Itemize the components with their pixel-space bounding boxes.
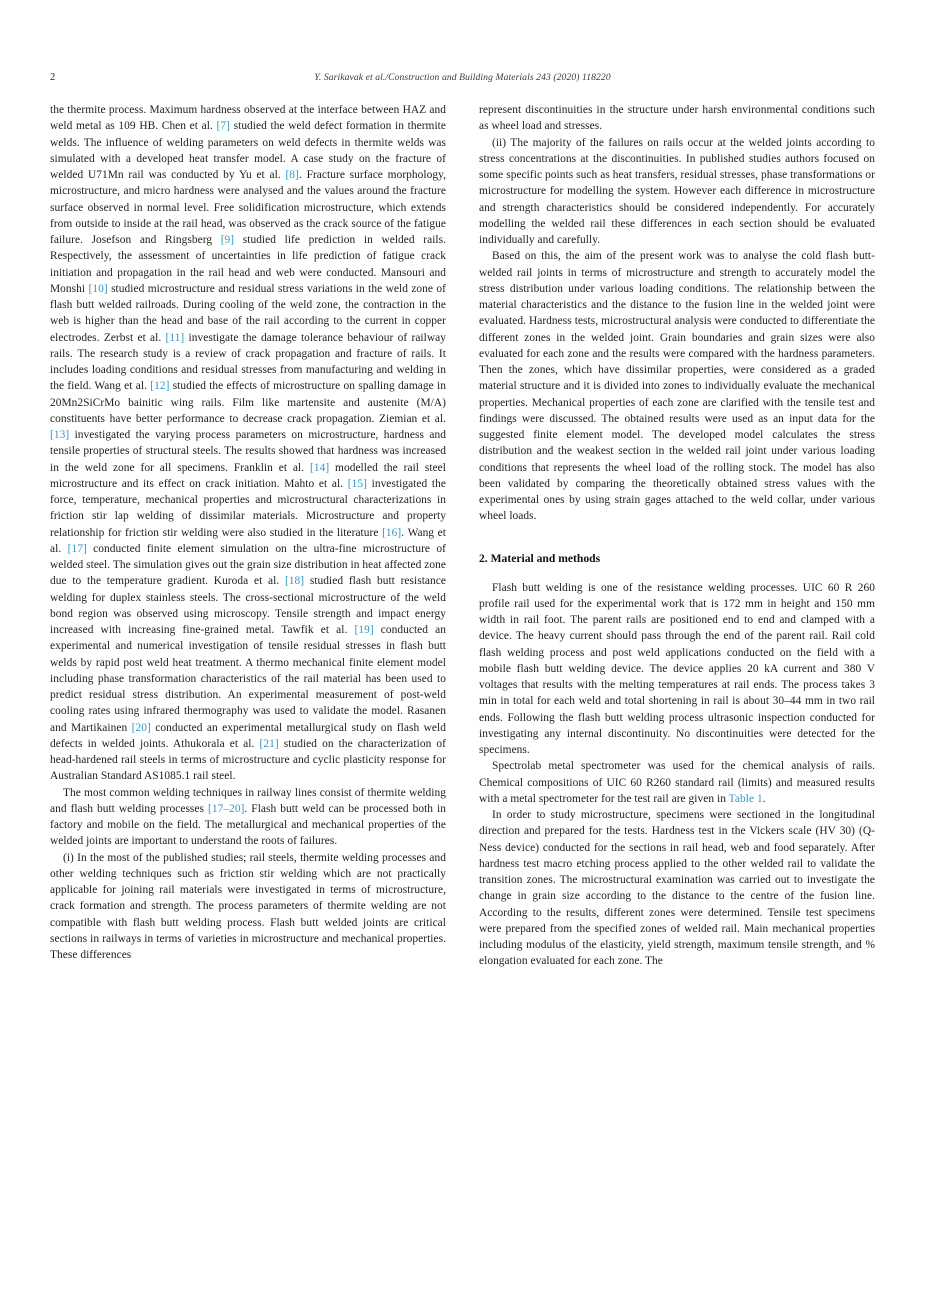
section-heading: 2. Material and methods (479, 551, 601, 565)
citation-link[interactable]: [11] (165, 331, 185, 344)
two-column-body (50, 102, 875, 970)
citation-link[interactable]: [8] (285, 169, 299, 181)
citation-link[interactable]: [9] (220, 234, 235, 246)
paragraph: represent discontinuities in the structure under harsh environmental conditions such as wheel load and stresses. (479, 104, 875, 133)
citation-link[interactable]: [17] (67, 542, 87, 555)
left-column (50, 102, 446, 970)
paragraph: Flash butt welding is one of the resistance welding processes. UIC 60 R 260 profile rail used for the experimental work that is 172 mm in height and 150 mm width in rail foot. The parent rails are positioned end to end and clamped with a device. The heavy current should pass through the end of the parent rail. Rail cold flash welding process and post weld applications conducted on the field with a mobile flash butt welding device. The device applies 20 kA current and 380 V voltages that results with the melting temperatures at rail ends. The process takes 3 min in total for each weld and total shortening in rail is about 30–44 mm in two rail ends. Following the flash butt welding process ultrasonic inspection conducted for investigating any internal discontinuity. No discontinuities were detected for the specimens. (479, 581, 875, 756)
citation-link[interactable]: [17–20] (208, 802, 245, 815)
paragraph: In order to study microstructure, specimens were sectioned in the longitudinal direction and prepared for the tests. Hardness test in the Vickers scale (HV 30) (Q-Ness device) conducted for the sections in rail head, web and food separately. After hardness test macro etching process applied to the other welded rail to validate the transition zones. The microstructural examination was carried out to investigate the change in grain size according to the distance to the centre of the fusion line. According to the results, different zones were determined. Tensile test specimens were prepared from the specified zones of welded rail. Main mechanical properties including modulus of the elasticity, yield strength, maximum tensile strength, and % elongation evaluated for each zone. The (479, 809, 875, 968)
paragraph: (i) In the most of the published studies; rail steels, thermite welding processes and other welding techniques such as friction stir welding which are not practically applicable for joining rail materials were investigated in terms of microstructure, crack formation and strength. The process parameters of thermite welding are not compatible with flash butt welding process. Flash butt welded joints are critical sections in railways in terms of varieties in microstructure and mechanical properties. These differences (50, 851, 446, 961)
citation-link[interactable]: [12] (150, 380, 170, 393)
citation-link[interactable]: [13] (50, 429, 70, 441)
running-header (50, 72, 875, 88)
citation-link[interactable]: [14] (310, 461, 330, 474)
citation-link[interactable]: [21] (259, 737, 279, 750)
citation-link[interactable]: Table 1 (728, 792, 763, 805)
paragraph: the thermite process. Maximum hardness observed at the interface between HAZ and weld metal as 109 HB. Chen et al. [7] studied the weld defect formation in thermite welds. The influence of welding parameters on weld defects in thermite welds was simulated with a developed heat transfer model. A case study on the fracture of welded U71Mn rail was conducted by Yu et al. [8]. Fracture surface morphology, microstructure, and micro hardness were analysed and the values around the fracture surface observed in normal level. Free solidification microstructure, which extends from outside to inside at the rail head, was observed as the crack source of the fatigue failure. Josefson and Ringsberg [9] studied life prediction in welded rails. Respectively, the assessment of uncertainties in life prediction of fatigue crack initiation and propagation in the rail head and web were conducted. Mansouri and Monshi [10] studied microstructure and residual stress variations in the weld zone of flash butt welded railroads. During cooling of the weld zone, the contraction in the web is higher than the head and base of the rail according to the current in copper electrodes. Zerbst et al. [11] investigate the damage tolerance behaviour of railway rails. The research study is a review of crack propagation and fracture of rails. It includes loading conditions and residual stresses from manufacturing and welding in the field. Wang et al. [12] studied the effects of microstructure on spalling damage in 20Mn2SiCrMo bainitic wing rails. Film like martensite and austenite (M/A) constituents have better performance to decrease crack propagation. Ziemian et al. [13] investigated the varying process parameters on microstructure, hardness and tensile properties of structural steels. The results showed that hardness was increased in the weld zone for all specimens. Franklin et al. [14] modelled the rail steel microstructure and its effect on crack initiation. Mahto et al. [15] investigated the force, temperature, mechanical properties and microstructural characterizations in friction stir lap welding of dissimilar materials. Microstructure and property relationship for friction stir welding were also studied in the literature [16]. Wang et al. [17] conducted finite element simulation on the ultra-fine microstructure of welded steel. The simulation gives out the grain size distribution in heat affected zone due to the temperature gradient. Kuroda et al. [18] studied flash butt resistance welding for duplex stainless steels. The cross-sectional microstructure of the weld bond region was observed using microscopy. Tensile strength and impact energy increased with increasing fine-grained metal. Tawfik et al. [19] conducted an experimental and numerical investigation of tensile residual stresses in flash butt welds by rapid post weld heat treatment. A thermo mechanical finite element model including phase transformation characteristics of the rail material has been used to predict residual stress distribution. An experimental measurement of post-weld cooling rates using infrared thermography was used to validate the model. Rasanen and Martikainen [20] conducted an experimental metallurgical study on flash weld defects in welded joints. Athukorala et al. [21] studied on the characterization of head-hardened rail steels in terms of microstructure and cyclic plasticity response for Australian Standard AS1085.1 rail steel. (50, 104, 447, 783)
paragraph: The most common welding techniques in railway lines consist of thermite welding and flash butt welding processes [17–20]. Flash butt weld can be processed both in factory and mobile on the field. The metallurgical and mechanical properties of the welded joints are important to understand the roots of failures. (50, 786, 446, 848)
paragraph: Based on this, the aim of the present work was to analyse the cold flash butt-welded rail joints in terms of microstructure and strength to accurately model the stress distribution under various loading conditions. The relationship between the material characteristics and the distance to the fusion line in the welded joint were evaluated. Hardness tests, microstructural analysis were conducted to differentiate the different zones in the welded joint. Grain boundaries and grain sizes were also evaluated for each zone and the results were compared with the hardness parameters. Then the zones, which have dissimilar properties, were considered as a graded material structure and it is divided into zones to individually evaluate the mechanical properties. Mechanical properties of each zone are clarified with the tensile test and findings were discussed. The obtained results were used as an input data for the suggested finite element model. The developed model calculates the stress distribution and the weakest section in the welded rail joint under various loading conditions that represents the wheel load of the rolling stock. The model has also been validated by comparing the theoretically obtained stress values with the experimental ones by using strain gages attached to the weld collar, under various wheel loads. (479, 250, 875, 523)
citation-link[interactable]: [16] (382, 526, 402, 539)
paragraph: Spectrolab metal spectrometer was used for the chemical analysis of rails. Chemical compositions of UIC 60 R260 standard rail (limits) and measured results with a metal spectrometer for the test rail are given in Table 1. (479, 760, 875, 805)
right-column (479, 102, 875, 970)
citation-link[interactable]: [18] (284, 575, 305, 588)
citation-link[interactable]: [15] (347, 477, 367, 490)
paper-page (0, 72, 925, 1306)
citation-link[interactable]: [20] (131, 721, 151, 734)
citation-link[interactable]: [19] (354, 624, 374, 636)
page-number: 2 (50, 72, 56, 83)
paragraph: (ii) The majority of the failures on rails occur at the welded joints according to stress concentrations at the discontinuities. In published studies authors focused on some specific points such as heat transfers, residual stresses, phase transformations or microstructure for modelling the system. However each difference in microstructure and strength characteristics should be considered independently. For accurately modelling the welded rail these differences in each section should be evaluated individually and carefully. (479, 136, 875, 246)
citation-link[interactable]: [7] (216, 120, 230, 133)
citation-link[interactable]: [10] (88, 282, 108, 295)
journal-header: Y. Sarikavak et al./Construction and Building Materials 243 (2020) 118220 (314, 72, 611, 83)
